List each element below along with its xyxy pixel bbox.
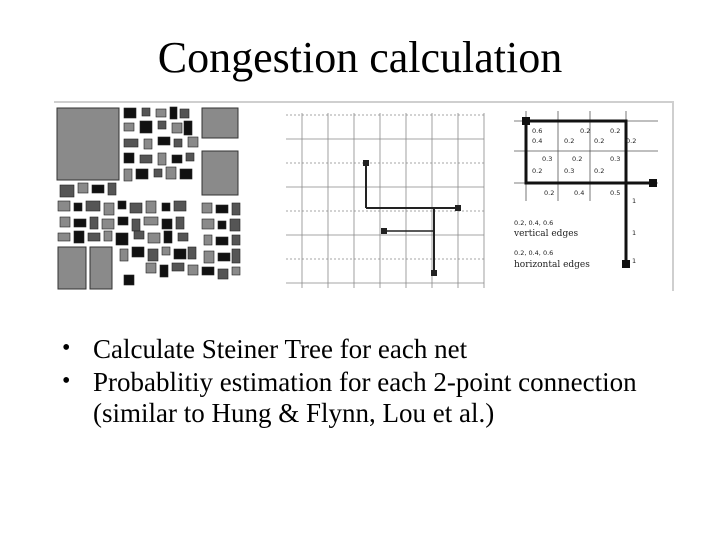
placement-block (74, 203, 82, 211)
placement-block (124, 108, 136, 118)
placement-block (188, 247, 196, 259)
placement-block (78, 183, 88, 193)
placement-block (134, 231, 144, 239)
bullet-text: Probablitiy estimation for each 2-point connection (similar to Hung & Flynn, Lou et al.) (93, 367, 637, 428)
svg-text:0.5: 0.5 (610, 189, 621, 197)
placement-panel (54, 103, 284, 293)
placement-block (166, 167, 176, 179)
bullet-text: Calculate Steiner Tree for each net (93, 334, 468, 364)
placement-block (156, 109, 166, 117)
svg-text:0.2: 0.2 (564, 137, 575, 145)
placement-block (120, 249, 128, 261)
placement-block (204, 235, 212, 245)
slide-title: Congestion calculation (157, 33, 563, 82)
placement-block (124, 153, 134, 163)
bullet-item (62, 367, 682, 429)
placement-block (186, 153, 194, 161)
svg-text:1: 1 (632, 197, 637, 205)
svg-text:0.2, 0.4, 0.6: 0.2, 0.4, 0.6 (514, 219, 554, 227)
placement-block (88, 233, 100, 241)
placement-block (142, 108, 150, 116)
svg-text:0.2: 0.2 (544, 189, 555, 197)
placement-block (232, 235, 240, 245)
placement-block (180, 169, 192, 179)
placement-block (178, 233, 188, 241)
placement-block (218, 221, 226, 229)
svg-text:vertical edges: vertical edges (514, 229, 579, 239)
svg-text:1: 1 (632, 229, 637, 237)
placement-block (218, 253, 230, 261)
svg-text:1: 1 (632, 257, 637, 265)
placement-block (162, 203, 170, 211)
placement-block (202, 267, 214, 275)
placement-block (74, 231, 84, 243)
placement-block (216, 205, 228, 213)
svg-text:0.2: 0.2 (532, 167, 543, 175)
placement-block (162, 247, 170, 255)
placement-block (90, 217, 98, 229)
placement-block (144, 139, 152, 149)
placement-block (58, 201, 70, 211)
svg-text:0.2: 0.2 (594, 137, 605, 145)
placement-block (118, 201, 126, 209)
placement-block (104, 203, 114, 215)
placement-block (160, 265, 168, 277)
placement-block (216, 237, 228, 245)
placement-block (132, 219, 140, 231)
placement-block (218, 269, 228, 279)
svg-text:horizontal edges: horizontal edges (514, 260, 590, 270)
placement-block (118, 217, 128, 225)
placement-block (102, 219, 114, 229)
bullet-dot-icon: • (62, 335, 71, 361)
svg-text:0.4: 0.4 (532, 137, 543, 145)
placement-block (124, 169, 132, 181)
placement-block (174, 201, 186, 211)
svg-text:0.2: 0.2 (572, 155, 583, 163)
placement-block (60, 217, 70, 227)
placement-block (136, 169, 148, 179)
placement-block (104, 231, 112, 241)
placement-block (144, 217, 158, 225)
placement-block (158, 121, 166, 129)
placement-block (148, 233, 160, 243)
svg-text:0.3: 0.3 (542, 155, 553, 163)
svg-text:0.3: 0.3 (610, 155, 621, 163)
placement-block (162, 219, 172, 229)
placement-block (188, 137, 198, 147)
placement-block (164, 231, 172, 243)
placement-block (232, 267, 240, 275)
svg-text:0.2, 0.4, 0.6: 0.2, 0.4, 0.6 (514, 249, 554, 257)
svg-text:0.2: 0.2 (580, 127, 591, 135)
placement-block (124, 123, 134, 131)
bullet-item (62, 334, 682, 365)
svg-text:0.2: 0.2 (610, 127, 621, 135)
placement-block (188, 265, 198, 275)
svg-text:0.3: 0.3 (564, 167, 575, 175)
placement-block (158, 137, 170, 145)
placement-block (172, 263, 184, 271)
grid-routing-panel (286, 113, 484, 288)
placement-block (202, 203, 212, 213)
placement-block (148, 249, 158, 261)
placement-block (86, 201, 100, 211)
placement-block (140, 155, 152, 163)
bullet-dot-icon: • (62, 368, 71, 394)
placement-block (204, 251, 214, 263)
congestion-illustration (54, 103, 674, 293)
bullet-list (62, 334, 682, 431)
placement-block (172, 123, 182, 133)
placement-block (154, 169, 162, 177)
placement-block (92, 185, 104, 193)
placement-block (170, 107, 177, 119)
placement-block (140, 121, 152, 133)
svg-text:0.4: 0.4 (574, 189, 585, 197)
placement-block (124, 139, 138, 147)
svg-text:0.2: 0.2 (626, 137, 637, 145)
placement-block (158, 153, 166, 165)
probability-panel (513, 111, 658, 270)
placement-block (184, 121, 192, 135)
placement-block (58, 233, 70, 241)
congestion-figure (54, 101, 674, 291)
placement-block (232, 203, 240, 215)
placement-block (146, 201, 156, 213)
placement-block (174, 249, 186, 259)
placement-block (202, 219, 214, 229)
placement-block (116, 233, 128, 245)
placement-block (230, 219, 240, 231)
placement-block (74, 219, 86, 227)
placement-block (108, 183, 116, 195)
placement-block (132, 247, 144, 257)
svg-text:0.6: 0.6 (532, 127, 543, 135)
placement-block (174, 139, 182, 147)
placement-block (176, 217, 184, 229)
placement-block (172, 155, 182, 163)
svg-text:0.2: 0.2 (594, 167, 605, 175)
placement-block (60, 185, 74, 197)
placement-block (146, 263, 156, 273)
placement-block (124, 275, 134, 285)
placement-block (232, 249, 240, 263)
placement-block (130, 203, 142, 213)
placement-block (180, 109, 189, 118)
